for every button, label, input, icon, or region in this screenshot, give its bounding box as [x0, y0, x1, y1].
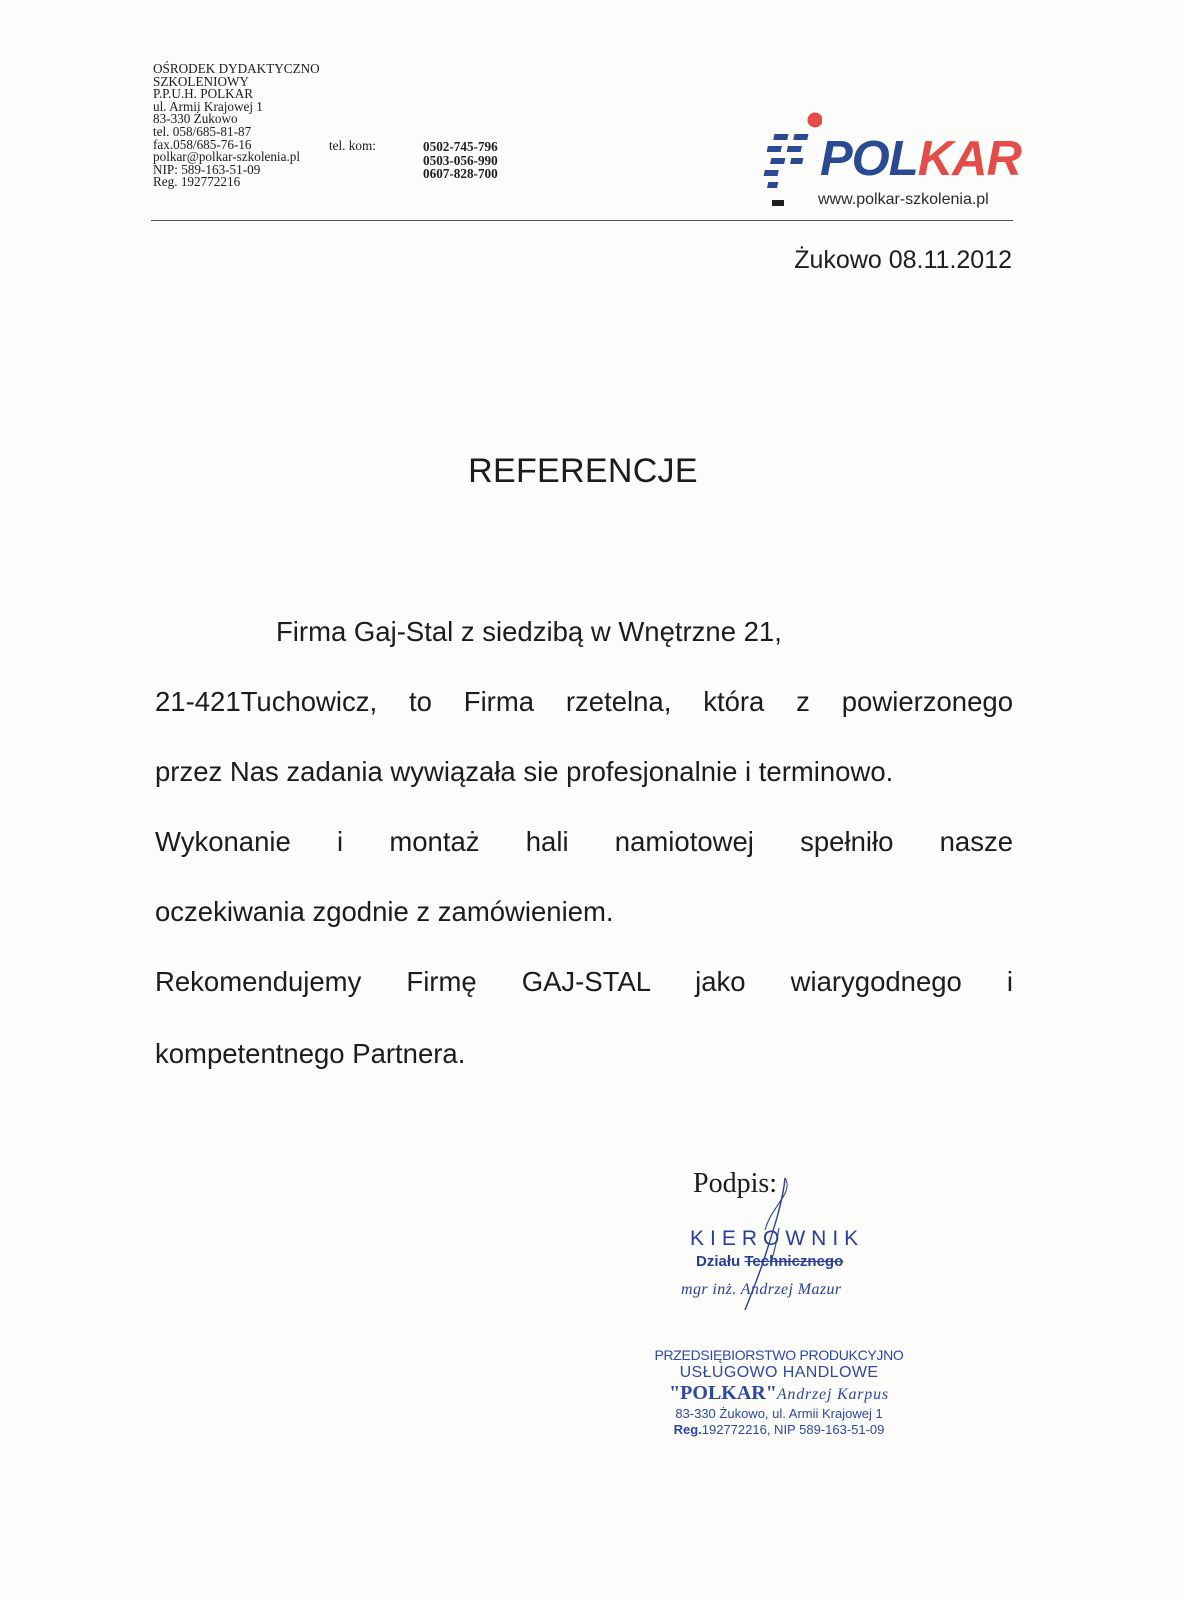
stamp-name: "POLKAR" [669, 1382, 777, 1404]
company-email: polkar@polkar-szkolenia.pl [153, 149, 301, 165]
stamp-department-part1: Działu [696, 1253, 745, 1270]
company-address-block [153, 63, 320, 189]
body-line: Firma Gaj-Stal z siedzibą w Wnętrzne 21, [276, 616, 782, 647]
handwritten-signature [705, 1170, 815, 1320]
company-website: www.polkar-szkolenia.pl [818, 191, 989, 208]
company-line: OŚRODEK DYDAKTYCZNO [153, 61, 320, 76]
company-line: P.P.U.H. POLKAR [153, 86, 254, 102]
body-line: Wykonanie i montaż hali namiotowej spełniło nasze [155, 826, 1013, 857]
signature-label: Podpis: [693, 1168, 778, 1199]
body-line: Rekomendujemy Firmę GAJ-STAL jako wiarygodnego i [155, 966, 1013, 997]
company-line: NIP: 589-163-51-09 [153, 161, 261, 177]
mobile-phones [423, 140, 498, 181]
company-line: Reg. 192772216 [153, 174, 241, 190]
company-line: SZKOLENIOWY [153, 73, 249, 89]
header-divider [151, 220, 1013, 221]
logo-mark-icon [762, 108, 822, 212]
stamp-address: 83-330 Żukowo, ul. Armii Krajowej 1 [675, 1406, 883, 1421]
stamp-department-part2: Technicznego [744, 1253, 844, 1270]
stamp-position-title: KIEROWNIK [690, 1227, 865, 1250]
body-line: 21-421Tuchowicz, to Firma rzetelna, która z powierzonego [155, 686, 1013, 717]
company-line: 83-330 Żukowo [153, 111, 238, 127]
stamp-company-name [648, 1382, 910, 1405]
letter-date: Żukowo 08.11.2012 [794, 246, 1012, 274]
body-line: kompetentnego Partnera. [155, 1038, 466, 1069]
company-line: ul. Armii Krajowej 1 [153, 98, 263, 114]
polkar-logo [762, 108, 1021, 218]
stamp-line: PRZEDSIĘBIORSTWO PRODUKCYJNO [654, 1347, 904, 1363]
logo-wordmark [820, 132, 1021, 186]
company-line: fax.058/685-76-16 [153, 136, 252, 152]
company-line: tel. 058/685-81-87 [153, 123, 252, 139]
mobile-phone: 0502-745-796 [423, 139, 498, 154]
logo-word-part1: POL [820, 132, 918, 186]
stamp-line: USŁUGOWO HANDLOWE [679, 1364, 879, 1381]
stamp-owner: Andrzej Karpus [776, 1386, 889, 1403]
stamp-reg-numbers: 192772216, NIP 589-163-51-09 [701, 1422, 885, 1437]
body-line: przez Nas zadania wywiązała sie profesjonalnie i terminowo. [155, 756, 894, 787]
body-line: oczekiwania zgodnie z zamówieniem. [155, 896, 614, 927]
stamp-signatory-name: mgr inż. Andrzej Mazur [681, 1281, 842, 1298]
company-stamp [648, 1347, 910, 1437]
mobile-phone: 0503-056-990 [423, 152, 498, 168]
stamp-registration [648, 1422, 910, 1437]
mobile-phones-label: tel. kom: [329, 138, 376, 153]
letter-title: REFERENCJE [468, 452, 698, 490]
mobile-phone: 0607-828-700 [423, 166, 498, 181]
stamp-reg-label: Reg. [673, 1422, 702, 1437]
logo-word-part2: KAR [917, 132, 1021, 186]
